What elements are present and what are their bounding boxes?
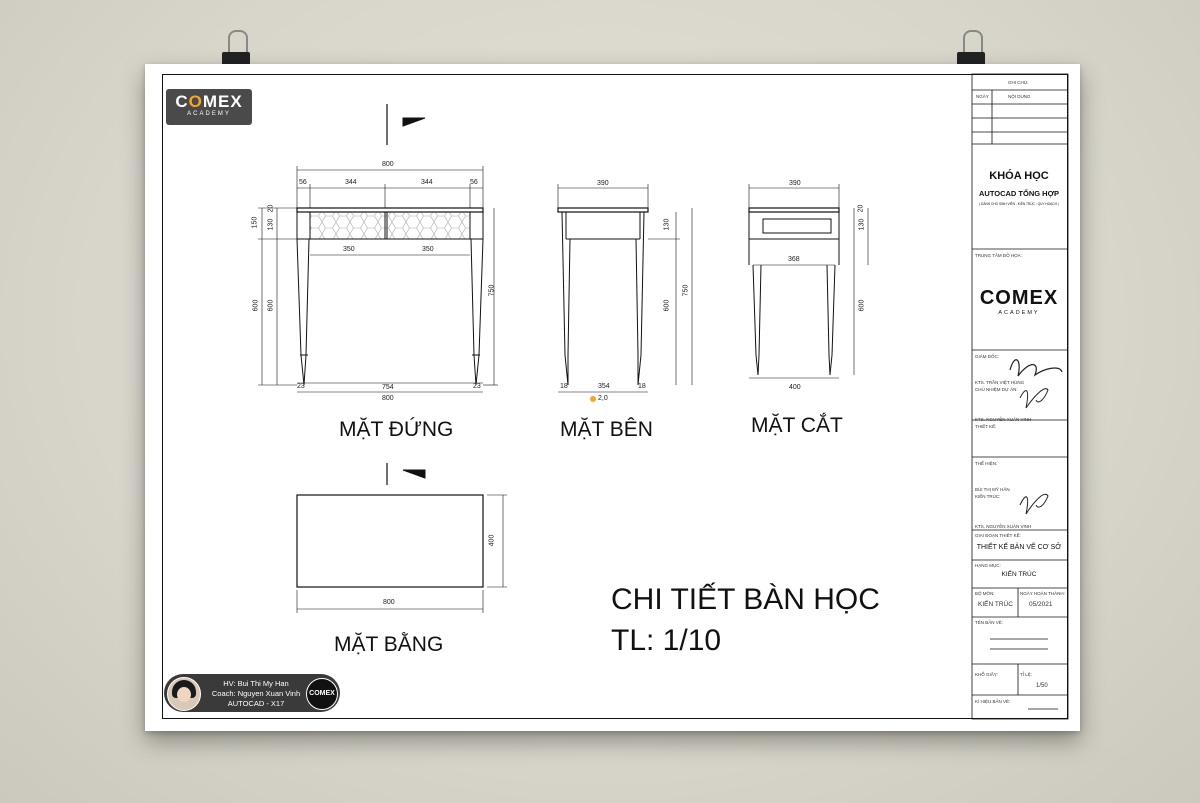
dim-front-h750: 750 bbox=[488, 284, 496, 297]
badge-student: HV: Bui Thi My Han bbox=[223, 679, 289, 688]
dim-front-h20: 20 bbox=[267, 204, 275, 213]
tb-paper-label: KHỔ GIẤY: bbox=[975, 672, 998, 677]
dim-front-total: 800 bbox=[382, 161, 394, 168]
tb-scale-value: 1/50 bbox=[1036, 683, 1048, 689]
dim-front-bottom-inner: 754 bbox=[382, 384, 394, 391]
dim-front-bottom-total: 800 bbox=[382, 395, 394, 402]
avatar bbox=[167, 677, 201, 711]
tb-sheet-no-label: KÍ HIỆU BẢN VẼ: bbox=[975, 699, 1011, 704]
tb-director-name: KTS. TRẦN VIỆT HÙNG bbox=[975, 380, 1025, 385]
dim-section-top: 390 bbox=[789, 180, 801, 187]
comex-logo: COMEX ACADEMY bbox=[166, 89, 252, 125]
dim-front-c: 344 bbox=[421, 179, 433, 186]
drawing-title: CHI TIẾT BÀN HỌC bbox=[611, 583, 880, 616]
badge-course: AUTOCAD - X17 bbox=[227, 699, 285, 708]
dim-section-bottom: 400 bbox=[789, 384, 801, 391]
plan-view bbox=[297, 495, 483, 587]
tb-logo: COMEX bbox=[979, 287, 1059, 309]
tb-scale-label: TỈ LỆ: bbox=[1020, 672, 1033, 677]
logo-subtitle: ACADEMY bbox=[187, 111, 231, 117]
tb-logo-sub: ACADEMY bbox=[998, 310, 1040, 316]
dim-side-note: 2,0 bbox=[598, 395, 608, 402]
side-dimension-lines bbox=[558, 184, 692, 392]
tb-owner-label: CHỦ NHIỆM DỰ ÁN: bbox=[975, 387, 1018, 392]
dim-section-inner: 368 bbox=[788, 256, 800, 263]
dim-front-h600b: 600 bbox=[267, 299, 275, 312]
dim-side-h750: 750 bbox=[682, 284, 690, 297]
label-plan: MẶT BẰNG bbox=[334, 633, 444, 656]
dim-side-h600: 600 bbox=[663, 299, 671, 312]
label-side-elevation: MẶT BÊN bbox=[560, 418, 653, 441]
dim-front-drawer-b: 350 bbox=[422, 246, 434, 253]
dim-side-bottom: 354 bbox=[598, 383, 610, 390]
dim-front-b: 344 bbox=[345, 179, 357, 186]
tb-notes-content: NỘI DUNG bbox=[1008, 94, 1031, 99]
tb-course-line3: ( DÀNH CHO SINH VIÊN - KIẾN TRÚC - QUY HOẠCH ) bbox=[979, 202, 1059, 206]
dim-side-h130: 130 bbox=[663, 218, 671, 231]
tb-arch-name: KTS. NGUYỄN XUÂN VINH bbox=[975, 524, 1032, 529]
dim-section-h600: 600 bbox=[858, 299, 866, 312]
dim-front-a: 56 bbox=[299, 179, 307, 186]
dim-section-h20: 20 bbox=[857, 204, 865, 213]
tb-notes-title: GHI CHÚ: bbox=[1008, 80, 1029, 85]
dim-front-leg-a: 23 bbox=[297, 383, 305, 390]
section-flag-bottom bbox=[403, 470, 425, 478]
dim-front-h600: 600 bbox=[252, 299, 260, 312]
dim-front-h130: 130 bbox=[267, 218, 275, 231]
tb-director-label: GIÁM ĐỐC: bbox=[975, 354, 1000, 359]
tb-category-label: HẠNG MỤC: bbox=[975, 563, 1001, 568]
section-flag-top bbox=[403, 118, 425, 126]
tb-arch-label: KIẾN TRÚC: bbox=[975, 494, 1001, 499]
tb-course-line2: AUTOCAD TỔNG HỢP bbox=[978, 189, 1059, 198]
dim-side-leg-a: 18 bbox=[560, 383, 568, 390]
side-marker-dot bbox=[590, 396, 596, 402]
dim-front-drawer-a: 350 bbox=[343, 246, 355, 253]
tb-notes-date: NGÀY bbox=[976, 94, 989, 99]
tb-date-label: NGÀY HOÀN THÀNH: bbox=[1020, 591, 1065, 596]
badge-coach: Coach: Nguyen Xuan Vinh bbox=[211, 689, 301, 698]
dim-plan-width: 800 bbox=[383, 599, 395, 606]
plan-dimension-lines bbox=[297, 495, 507, 613]
dim-plan-depth: 400 bbox=[488, 534, 496, 547]
label-section: MẶT CẮT bbox=[751, 414, 843, 437]
dim-front-h150: 150 bbox=[251, 216, 259, 229]
tb-category-value: KIẾN TRÚC bbox=[1001, 571, 1037, 578]
side-elevation bbox=[558, 208, 648, 385]
tb-course-line1: KHÓA HỌC bbox=[989, 170, 1049, 182]
title-block bbox=[972, 74, 1068, 719]
section-dimension-lines bbox=[749, 184, 868, 378]
dim-front-leg-b: 23 bbox=[473, 383, 481, 390]
dim-front-d: 56 bbox=[470, 179, 478, 186]
tb-owner-name: KTS. NGUYỄN XUÂN VINH bbox=[975, 417, 1032, 422]
tb-date-value: 05/2021 bbox=[1029, 601, 1053, 608]
badge-logo: COMEX bbox=[306, 678, 338, 710]
tb-dept-value: KIẾN TRÚC bbox=[978, 601, 1013, 608]
tb-design-label: THIẾT KẾ: bbox=[975, 424, 997, 429]
tb-phase-label: GIAI ĐOẠN THIẾT KẾ: bbox=[975, 533, 1021, 538]
tb-sheet-name-label: TÊN BẢN VẼ: bbox=[975, 620, 1004, 625]
dim-section-h130: 130 bbox=[858, 218, 866, 231]
section-view bbox=[749, 208, 839, 375]
label-front-elevation: MẶT ĐỨNG bbox=[339, 418, 454, 441]
tb-center-label: TRUNG TÂM ĐỒ HỌA: bbox=[975, 253, 1022, 258]
tb-draw-label: THỂ HIỆN: bbox=[975, 461, 998, 466]
tb-check-label: BÙI THỊ MỸ HÂN bbox=[975, 487, 1010, 492]
tb-phase-value: THIẾT KẾ BẢN VẼ CƠ SỞ bbox=[976, 544, 1062, 551]
dim-side-top: 390 bbox=[597, 180, 609, 187]
drawing-scale: TL: 1/10 bbox=[611, 624, 722, 657]
dim-side-leg-b: 18 bbox=[638, 383, 646, 390]
tb-dept-label: BỘ MÔN: bbox=[975, 591, 995, 596]
front-dimension-lines bbox=[258, 166, 498, 392]
front-elevation bbox=[297, 208, 483, 385]
student-badge bbox=[164, 674, 340, 712]
